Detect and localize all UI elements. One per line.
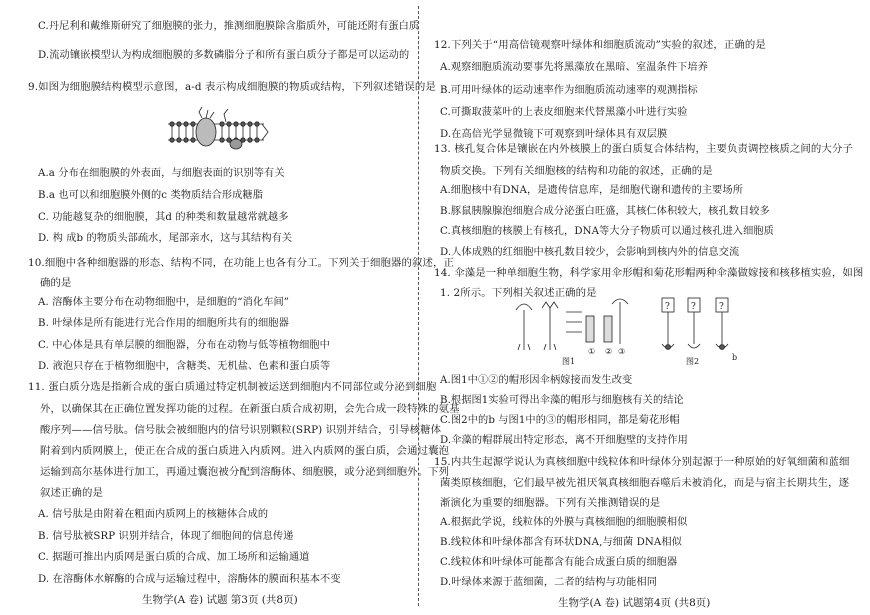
q15-option-c: C.线粒体和叶绿体可能都含有能合成蛋白质的细胞器 bbox=[440, 557, 678, 568]
q11-stem-line2: 外，以确保其在正确位置发挥功能的过程。在新蛋白质合成初期，会先合成一段特殊的氨基 bbox=[40, 403, 460, 415]
figure1-cells bbox=[516, 299, 628, 350]
q10-option-a: A. 溶酶体主要分布在动物细胞中，是细胞的“消化车间” bbox=[38, 297, 290, 308]
nucleus-icon bbox=[666, 345, 671, 350]
q15-stem-line2: 菌类原核细胞，它们最早被先祖厌氧真核细胞吞噬后未被消化，而是与宿主长期共生，逐 bbox=[440, 477, 850, 489]
stalk-segment bbox=[586, 316, 594, 342]
q14-stem-line2: 1. 2所示。下列相关叙述正确的是 bbox=[440, 287, 597, 299]
membrane-edge bbox=[262, 124, 268, 140]
q15-stem-line3: 渐演化为重要的细胞器。下列有关推测错误的是 bbox=[440, 497, 661, 509]
q13-stem-line1: 13. 核孔复合体是镶嵌在内外核膜上的蛋白质复合体结构，主要负责调控核质之间的大分子 bbox=[434, 143, 853, 155]
q13-option-a: A.细胞核中有DNA，是遗传信息库，是细胞代谢和遗传的主要场所 bbox=[440, 185, 744, 196]
figure2-cells bbox=[662, 298, 728, 350]
cell-membrane-figure bbox=[166, 104, 270, 154]
flower-cap-icon bbox=[542, 302, 558, 308]
glycolipid-chain bbox=[224, 109, 228, 122]
umbrella-cap-icon bbox=[516, 304, 532, 310]
q14-stem-line1: 14. 伞藻是一种单细胞生物，科学家用伞形帽和菊花形帽两种伞藻做嫁接和核移植实验，如图 bbox=[434, 267, 864, 279]
fig-label-b: b bbox=[732, 353, 738, 362]
q9-option-b: B.a 也可以和细胞膜外侧的c 类物质结合形成糖脂 bbox=[38, 190, 264, 201]
glycocalyx-chains bbox=[199, 107, 214, 118]
q15-option-b: B.线粒体和叶绿体都含有环状DNA,与细菌 DNA相似 bbox=[440, 537, 682, 548]
q12-stem: 12.下列关于“用高倍镜观察叶绿体和细胞质流动”实验的叙述，正确的是 bbox=[434, 39, 766, 51]
peripheral-protein bbox=[230, 139, 242, 149]
left-page-footer: 生物学(A 卷) 试题 第3页 (共8页) bbox=[142, 594, 298, 606]
q14-option-d: D.伞藻的帽群展出特定形态，离不开细胞壁的支持作用 bbox=[440, 435, 688, 446]
q9-option-d: D. 构 成b 的物质头部疏水，尾部亲水，这与其结构有关 bbox=[38, 233, 293, 244]
nucleus-icon bbox=[720, 345, 725, 350]
acetabularia-figure bbox=[512, 292, 744, 368]
q12-option-d: D.在高倍光学显微镜下可观察到叶绿体具有双层膜 bbox=[440, 129, 668, 140]
q14-option-c: C.图2中的b 与图1中的③的帽形相同，都是菊花形帽 bbox=[440, 415, 680, 426]
q13-option-d: D.人体成熟的红细胞中核孔数目较少，会影响到核内外的信息交流 bbox=[440, 247, 740, 258]
q10-stem-line2: 确的是 bbox=[40, 277, 72, 289]
q12-option-a: A.观察细胞质流动要事先将黑藻放在黑暗、室温条件下培养 bbox=[440, 62, 708, 73]
q11-option-b: B. 信号肽被SRP 识别并结合，体现了细胞间的信息传递 bbox=[38, 531, 294, 542]
fig-label-2: ② bbox=[605, 347, 613, 356]
q14-option-a: A.图1中①②的帽形因伞柄嫁接而发生改变 bbox=[440, 375, 633, 386]
right-column bbox=[428, 0, 870, 615]
q9-option-a: A.a 分布在细胞膜的外表面，与细胞表面的识别等有关 bbox=[38, 168, 285, 179]
q13-option-b: B.豚鼠胰腺腺泡细胞合成分泌蛋白旺盛，其核仁体积较大，核孔数目较多 bbox=[440, 206, 770, 217]
q10-option-c: C. 中心体是具有单层膜的细胞器，分布在动物与低等植物细胞中 bbox=[38, 340, 330, 351]
membrane-protein bbox=[196, 118, 216, 146]
q11-stem-line4: 附着到内质网膜上，使正在合成的蛋白质进入内质网。进入内质网的蛋白质，会通过囊泡 bbox=[40, 445, 450, 457]
q15-stem-line1: 15.内共生起源学说认为真核细胞中线粒体和叶绿体分别起源于一种原始的好氧细菌和蓝细 bbox=[434, 456, 850, 468]
q9-stem: 9.如图为细胞膜结构模型示意图，a-d 表示构成细胞膜的物质或结构，下列叙述错误的是 bbox=[28, 81, 436, 93]
q8-option-d: D.流动镶嵌模型认为构成细胞膜的多数磷脂分子和所有蛋白质分子都是可以运动的 bbox=[38, 50, 410, 61]
stalk-segment bbox=[604, 316, 612, 342]
q11-option-d: D. 在溶酶体水解酶的合成与运输过程中，溶酶体的膜面积基本不变 bbox=[38, 574, 341, 585]
q15-option-d: D.叶绿体来源于蓝细菌，二者的结构与功能相同 bbox=[440, 577, 657, 588]
q9-option-c: C. 功能越复杂的细胞膜，其d 的种类和数量越常就越多 bbox=[38, 212, 289, 223]
q12-option-b: B.可用叶绿体的运动速率作为细胞质流动速率的观测指标 bbox=[440, 85, 698, 96]
q11-stem-line6: 叙述正确的是 bbox=[40, 487, 103, 499]
fig-label-3: ③ bbox=[618, 347, 626, 356]
q11-option-c: C. 据题可推出内质网是蛋白质的合成、加工场所和运输通道 bbox=[38, 552, 310, 563]
q10-option-d: D. 液泡只存在于植物细胞中，含糖类、无机盐、色素和蛋白质等 bbox=[38, 361, 331, 372]
q14-option-b: B.根据图1实验可得出伞藻的帽形与细胞核有关的结论 bbox=[440, 395, 684, 406]
column-divider bbox=[418, 6, 419, 606]
q10-stem-line1: 10.细胞中各种细胞器的形态、结构不同，在功能上也各有分工。下列关于细胞器的叙述，正 bbox=[28, 257, 454, 269]
q13-option-c: C.真核细胞的核膜上有核孔，DNA等大分子物质可以通过核孔进入细胞质 bbox=[440, 226, 774, 237]
q15-option-a: A.根据此学说，线粒体的外膜与真核细胞的细胞膜相似 bbox=[440, 517, 688, 528]
figure1-caption: 图1 bbox=[562, 357, 576, 366]
q8-option-c: C.丹尼利和戴维斯研究了细胞膜的张力，推测细胞膜除含脂质外，可能还附有蛋白质 bbox=[38, 21, 420, 32]
fig-label-1: ① bbox=[588, 347, 596, 356]
arrows-icon bbox=[566, 312, 582, 332]
q10-option-b: B. 叶绿体是所有能进行光合作用的细胞所共有的细胞器 bbox=[38, 318, 289, 329]
q11-option-a: A. 信号肽是由附着在粗面内质网上的核糖体合成的 bbox=[38, 509, 269, 520]
svg-text:?: ? bbox=[665, 302, 670, 312]
right-page-footer: 生物学(A 卷) 试题第4页 (共8页) bbox=[558, 597, 711, 609]
q12-option-c: C.可撕取菠菜叶的上表皮细胞来代替黑藻小叶进行实验 bbox=[440, 107, 688, 118]
svg-text:?: ? bbox=[719, 302, 724, 312]
figure2-caption: 图2 bbox=[686, 357, 700, 366]
svg-text:?: ? bbox=[691, 302, 696, 312]
q11-stem-line1: 11. 蛋白质分选是指新合成的蛋白质通过特定机制被运送到细胞内不同部位或分泌到细胞 bbox=[28, 381, 437, 393]
q13-stem-line2: 物质交换。下列有关细胞核的结构和功能的叙述，正确的是 bbox=[440, 165, 713, 177]
q11-stem-line3: 酸序列——信号肽。信号肽会被细胞内的信号识别颗粒(SRP) 识别并结合，引导核糖体 bbox=[40, 424, 442, 436]
q11-stem-line5: 运输到高尔基体进行加工，再通过囊泡被分配到溶酶体、细胞膜，或分泌到细胞外。下列 bbox=[40, 466, 450, 478]
